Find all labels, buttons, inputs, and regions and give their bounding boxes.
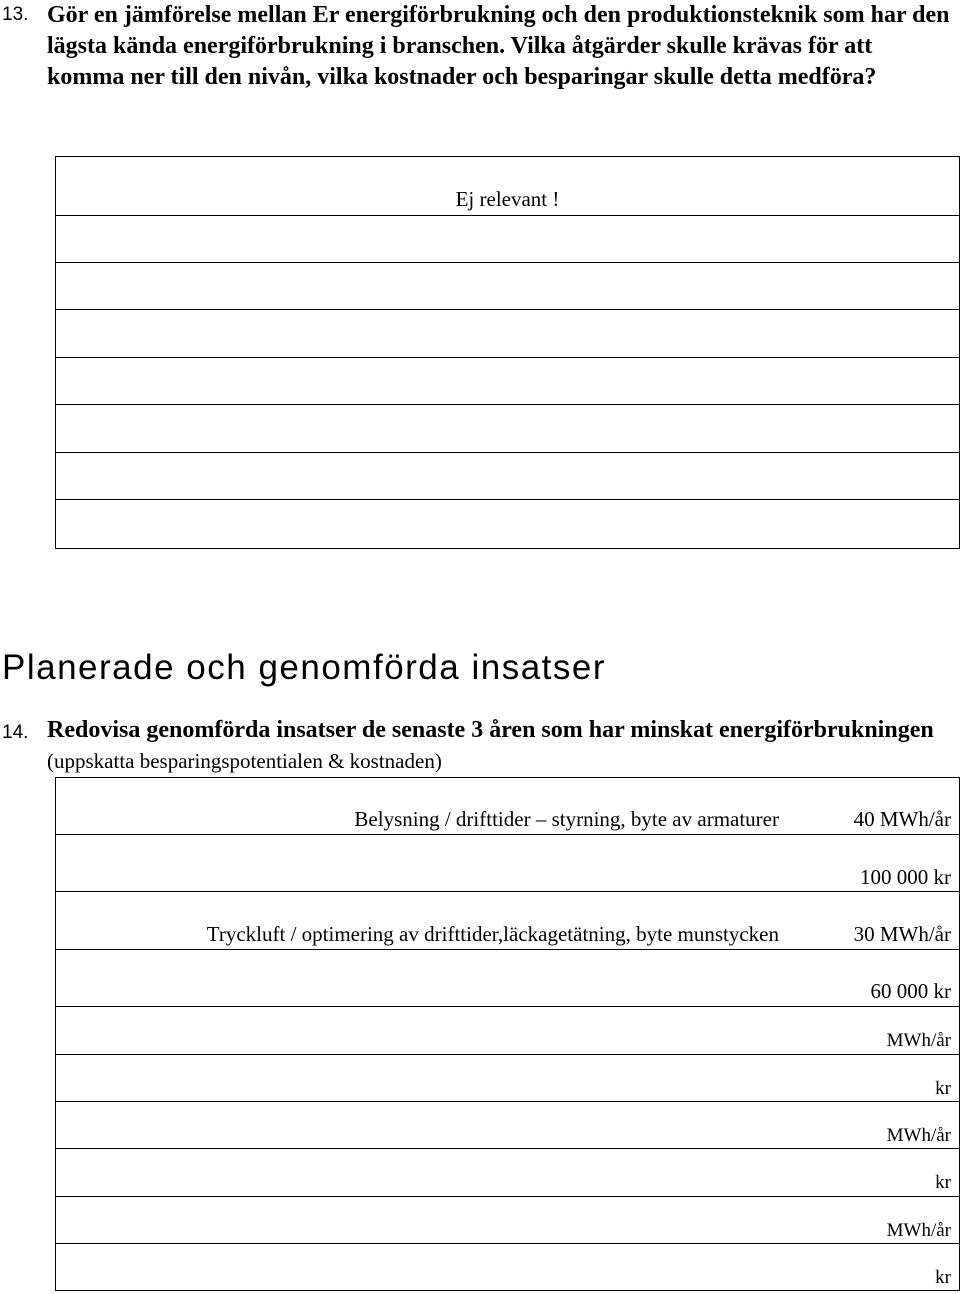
measure-energy-saving: MWh/år [886, 1030, 951, 1051]
measure-cost: kr [935, 1267, 951, 1288]
answer-line [56, 949, 959, 950]
answer-line [56, 357, 959, 358]
measure-energy-saving: MWh/år [886, 1220, 951, 1241]
answer-line [56, 404, 959, 405]
measure-cost: 100 000 kr [860, 865, 951, 889]
section-heading: Planerade och genomförda insatser [2, 648, 607, 687]
answer-line [56, 1054, 959, 1055]
question-13-answer: Ej relevant ! [455, 187, 560, 211]
answer-line [56, 452, 959, 453]
answer-line [56, 262, 959, 263]
measure-energy-saving: MWh/år [886, 1125, 951, 1146]
answer-line [56, 1006, 959, 1007]
question-13-answer-box[interactable] [55, 156, 960, 549]
question-14-prompt: Redovisa genomförda insatser de senaste 3 åren som har minskat energiförbrukningen [47, 717, 934, 743]
answer-line [56, 891, 959, 892]
measure-cost: kr [935, 1172, 951, 1193]
measure-cost: 60 000 kr [870, 979, 951, 1003]
measure-energy-saving: 30 MWh/år [853, 922, 951, 946]
answer-line [56, 1243, 959, 1244]
answer-line [56, 1196, 959, 1197]
question-14-answer-box[interactable] [55, 777, 960, 1291]
answer-line [56, 215, 959, 216]
measure-description: Tryckluft / optimering av drifttider,läckagetätning, byte munstycken [206, 922, 779, 946]
question-13-number: 13. [2, 4, 29, 25]
answer-line [56, 309, 959, 310]
measure-energy-saving: 40 MWh/år [853, 807, 951, 831]
measure-cost: kr [935, 1078, 951, 1099]
measure-description: Belysning / drifttider – styrning, byte av armaturer [354, 807, 779, 831]
question-14-note: (uppskatta besparingspotentialen & kostnaden) [47, 749, 442, 773]
answer-line [56, 1101, 959, 1102]
answer-line [56, 834, 959, 835]
answer-line [56, 1148, 959, 1149]
question-14-number: 14. [2, 722, 29, 743]
question-14-text [47, 715, 952, 777]
question-13-text: Gör en jämförelse mellan Er energiförbrukning och den produktionsteknik som har den lägsta kända energiförbrukning i branschen. Vilka åtgärder skulle krävas för att komma ner till den nivån, vilka kostnader och besparingar skulle detta medföra? [47, 2, 950, 90]
answer-line [56, 499, 959, 500]
